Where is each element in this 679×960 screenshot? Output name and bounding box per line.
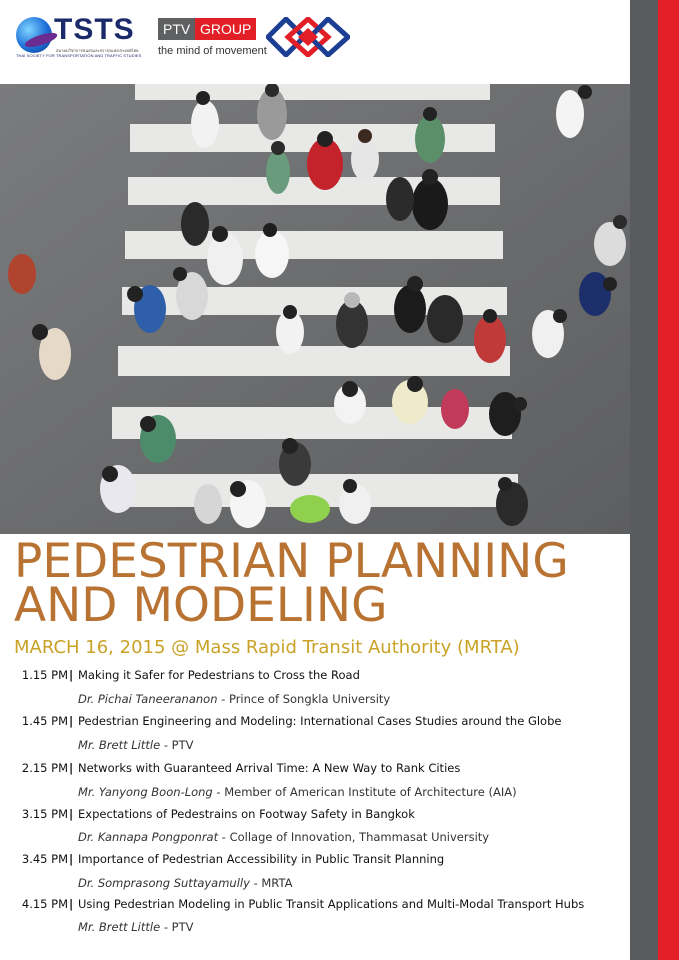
speaker-affiliation: - Member of American Institute of Architecture (AIA): [212, 785, 517, 799]
agenda-item: [0, 668, 630, 688]
mrta-logo-icon: [266, 17, 350, 57]
agenda-item: [0, 714, 630, 734]
ptv-group-logo: [158, 18, 267, 60]
speaker-affiliation: - Prince of Songkla University: [217, 692, 391, 706]
event-date-venue: MARCH 16, 2015 @ Mass Rapid Transit Authority (MRTA): [14, 637, 520, 658]
speaker-name: Mr. Brett Little: [78, 920, 161, 934]
agenda-separator: |: [69, 761, 74, 775]
agenda-item: [0, 761, 630, 781]
crosswalk-photo: [0, 84, 630, 534]
agenda-speaker: [78, 785, 517, 799]
ptv-tagline: the mind of movement: [158, 45, 267, 57]
side-stripe-grey: [630, 0, 658, 960]
agenda-speaker: [78, 920, 193, 934]
group-label: GROUP: [195, 18, 256, 40]
side-stripe-red: [658, 0, 679, 960]
ptv-label: PTV: [158, 18, 195, 40]
speaker-name: Mr. Yanyong Boon-Long: [78, 785, 213, 799]
speaker-affiliation: - PTV: [160, 920, 194, 934]
agenda-time: 1.45 PM: [21, 714, 68, 728]
speaker-name: Dr. Kannapa Pongponrat: [78, 830, 219, 844]
speaker-name: Dr. Somprasong Suttayamully: [78, 876, 250, 890]
agenda-talk-title: Pedestrian Engineering and Modeling: International Cases Studies around the Globe: [78, 714, 562, 728]
title-line-2: AND MODELING: [14, 578, 388, 633]
speaker-affiliation: - PTV: [160, 738, 194, 752]
agenda-separator: |: [69, 807, 74, 821]
agenda-speaker: [78, 830, 489, 844]
agenda-separator: |: [69, 714, 74, 728]
title-line-1: PEDESTRIAN PLANNING: [14, 534, 569, 589]
agenda-time: 3.45 PM: [21, 852, 68, 866]
agenda-time: 4.15 PM: [21, 897, 68, 911]
agenda-speaker: [78, 876, 292, 890]
tsts-subtitle: THAI SOCIETY FOR TRANSPORTATION AND TRAFFIC STUDIES: [16, 53, 142, 58]
agenda-separator: |: [69, 852, 74, 866]
agenda-item: [0, 852, 630, 872]
speaker-affiliation: - Collage of Innovation, Thammasat University: [218, 830, 490, 844]
agenda-item: [0, 807, 630, 827]
agenda-item: [0, 897, 630, 917]
tsts-thai-name: สมาคมวิชาการขนส่งและจราจรแห่งประเทศไทย: [56, 48, 139, 53]
agenda-separator: |: [69, 897, 74, 911]
tsts-logo: [16, 15, 151, 59]
speaker-name: Mr. Brett Little: [78, 738, 161, 752]
agenda-time: 2.15 PM: [21, 761, 68, 775]
agenda-speaker: [78, 738, 193, 752]
agenda-speaker: [78, 692, 390, 706]
speaker-affiliation: - MRTA: [249, 876, 293, 890]
agenda-talk-title: Using Pedestrian Modeling in Public Transit Applications and Multi-Modal Transport Hubs: [78, 897, 585, 911]
agenda-time: 1.15 PM: [21, 668, 68, 682]
agenda-talk-title: Importance of Pedestrian Accessibility in Public Transit Planning: [78, 852, 445, 866]
agenda-talk-title: Expectations of Pedestrains on Footway Safety in Bangkok: [78, 807, 415, 821]
agenda-separator: |: [69, 668, 74, 682]
page-title: [14, 534, 569, 633]
agenda-talk-title: Making it Safer for Pedestrians to Cross the Road: [78, 668, 360, 682]
agenda-talk-title: Networks with Guaranteed Arrival Time: A New Way to Rank Cities: [78, 761, 461, 775]
tsts-logo-text: TSTS: [54, 13, 135, 46]
agenda-time: 3.15 PM: [21, 807, 68, 821]
speaker-name: Dr. Pichai Taneerananon: [78, 692, 218, 706]
